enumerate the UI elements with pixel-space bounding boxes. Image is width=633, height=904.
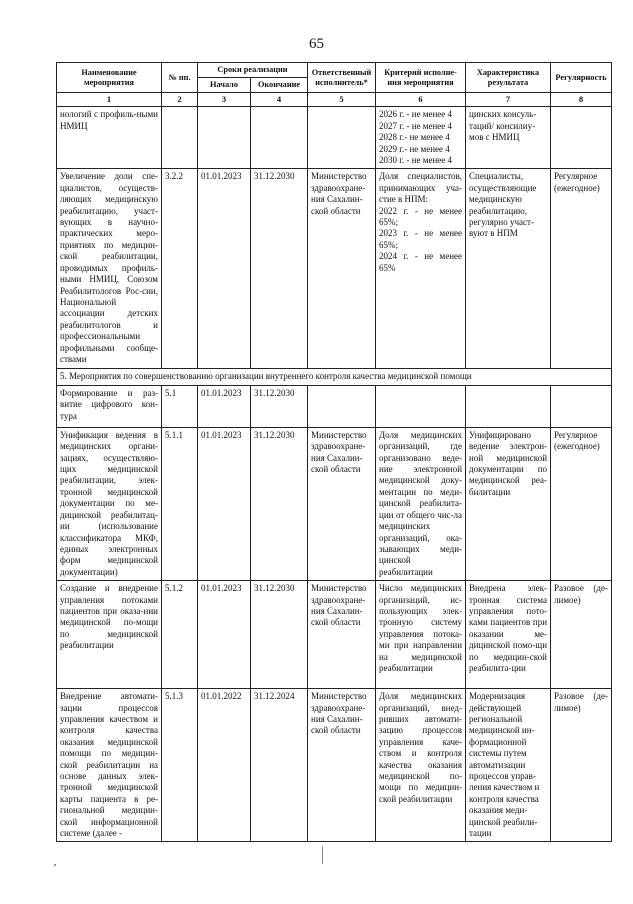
cell-criterion: 2026 г. - не менее 4 2027 г. - не менее 4 2028 г.- не менее 4 2029 г.- не менее 4 2030 г. - не менее 4 bbox=[376, 107, 466, 169]
cell-executor bbox=[308, 385, 376, 427]
section-row bbox=[57, 369, 612, 385]
cell-start bbox=[198, 107, 251, 169]
header-start: Начало bbox=[198, 78, 251, 93]
column-number: 7 bbox=[466, 93, 551, 107]
column-number: 2 bbox=[162, 93, 198, 107]
column-number: 4 bbox=[251, 93, 308, 107]
scan-dot bbox=[54, 864, 56, 866]
cell-num: 5.1 bbox=[162, 385, 198, 427]
header-result: Характеристика результата bbox=[466, 63, 551, 93]
header-regularity: Регулярность bbox=[551, 63, 612, 93]
cell-criterion bbox=[376, 385, 466, 427]
header-criterion: Критерий исполне-ния мероприятия bbox=[376, 63, 466, 93]
cell-start: 01.01.2023 bbox=[198, 169, 251, 369]
column-number: 8 bbox=[551, 93, 612, 107]
cell-end: 31.12.2030 bbox=[251, 581, 308, 689]
cell-result: Специалисты, осуществляющие медицинскую реабилитацию, регулярно участ-вуют в НПМ bbox=[466, 169, 551, 369]
cell-executor: Министерство здравоохране-ния Сахалин-ской области bbox=[308, 581, 376, 689]
page-number: 65 bbox=[309, 36, 324, 52]
header-row bbox=[57, 63, 612, 78]
column-numbers-row bbox=[57, 93, 612, 107]
cell-regularity: Регулярное (ежегодное) bbox=[551, 427, 612, 580]
cell-regularity: Разовое (де-лимое) bbox=[551, 581, 612, 689]
cell-end: 31.12.2030 bbox=[251, 169, 308, 369]
table-row bbox=[57, 385, 612, 427]
cell-start: 01.01.2022 bbox=[198, 689, 251, 842]
cell-result bbox=[466, 385, 551, 427]
table-row bbox=[57, 427, 612, 580]
cell-name: Создание и внедрение управления потоками пациентов при оказа-нии медицинской по-мощи по медицинской реабилитации bbox=[57, 581, 162, 689]
cell-name: Формирование и раз-витие цифрового кон-тура bbox=[57, 385, 162, 427]
cell-num: 5.1.1 bbox=[162, 427, 198, 580]
cell-regularity: Разовое (де-лимое) bbox=[551, 689, 612, 842]
cell-regularity bbox=[551, 385, 612, 427]
cell-criterion: Доля специалистов, принимающих уча-стие в НПМ: 2022 г. - не менее 65%; 2023 г. - не менее 65%; 2024 г. - не менее 65% bbox=[376, 169, 466, 369]
cell-executor: Министерство здравоохране-ния Сахалин-ской области bbox=[308, 427, 376, 580]
table-row bbox=[57, 581, 612, 689]
cell-num: 3.2.2 bbox=[162, 169, 198, 369]
cell-name: Внедрение автомати-зации процессов управления качеством и контроля качества оказания медицинской помощи по медицин-ской реабилитации на основе данных элек-тронной медицинской карты пациента в ре-гиональной медицин-ской информационной системе (далее - bbox=[57, 689, 162, 842]
cell-criterion: Доля медицинских организаций, где организовано веде-ние электронной медицинской доку-ментации по меди-цинской реабилита-ции от общего чис-ла медицинских организаций, ока-зывающих меди-цинской реабилитации bbox=[376, 427, 466, 580]
cell-start: 01.01.2023 bbox=[198, 581, 251, 689]
cell-regularity: Регулярное (ежегодное) bbox=[551, 169, 612, 369]
cell-end bbox=[251, 107, 308, 169]
section-title: 5. Мероприятия по совершенствованию организации внутреннего контроля качества медицинской помощи bbox=[57, 369, 612, 385]
column-number: 6 bbox=[376, 93, 466, 107]
cell-end: 31.12.2030 bbox=[251, 427, 308, 580]
cell-regularity bbox=[551, 107, 612, 169]
header-num: № пп. bbox=[162, 63, 198, 93]
cell-result: цинских консуль-таций/ консилиу-мов с НМИЦ bbox=[466, 107, 551, 169]
cell-result: Унифицировано ведение электрон-ной медицинской документации по медицинской реа-билитации bbox=[466, 427, 551, 580]
cell-name: Унификация ведения в медицинских органи-зациях, осуществляю-щих медицинской реабилитации, элек-тронной медицинской документации по ме-дицинской реабилитац-ии (использование классификатора МКФ, единых электронных форм медицинской документации) bbox=[57, 427, 162, 580]
cell-start: 01.01.2023 bbox=[198, 385, 251, 427]
header-end: Окончание bbox=[251, 78, 308, 93]
column-number: 1 bbox=[57, 93, 162, 107]
column-number: 5 bbox=[308, 93, 376, 107]
header-executor: Ответственный исполнитель* bbox=[308, 63, 376, 93]
cell-start: 01.01.2023 bbox=[198, 427, 251, 580]
cell-criterion: Доля медицинских организаций, внед-ривших автомати-зацию процессов управления каче-ством и контроля качества оказания медицинской по-мощи по медицин-ской реабилитации bbox=[376, 689, 466, 842]
cell-num: 5.1.2 bbox=[162, 581, 198, 689]
table-row bbox=[57, 169, 612, 369]
header-terms: Сроки реализации bbox=[198, 63, 308, 78]
scan-mark bbox=[322, 846, 323, 864]
cell-result: Модернизация действующей региональной медицинской ин-формационной системы путем автоматизации процессов управ-ления качеством и контроля качества оказания меди-цинской реабили-тации bbox=[466, 689, 551, 842]
cell-executor: Министерство здравоохране-ния Сахалин-ской области bbox=[308, 169, 376, 369]
cell-end: 31.12.2024 bbox=[251, 689, 308, 842]
cell-num bbox=[162, 107, 198, 169]
cell-name: Увеличение доли спе-циалистов, осуществ-ляющих медицинскую реабилитацию, участ-вующих в научно-практических меро-приятиях по медицин-ской реабилитации, проводимых профиль-ными НМИЦ, Союзом Реабилитологов Рос-сии, Национальной ассоциации детских реабилитологов и профессиональными профильными сообще-ствами bbox=[57, 169, 162, 369]
cell-name: нологий с профиль-ными НМИЦ bbox=[57, 107, 162, 169]
column-number: 3 bbox=[198, 93, 251, 107]
table-row bbox=[57, 107, 612, 169]
cell-result: Внедрена элек-тронная система управления пото-ками пациентов при оказании ме-дицинской помо-щи по медицин-ской реабилита-ции bbox=[466, 581, 551, 689]
cell-criterion: Число медицинских организаций, ис-пользующих элек-тронную систему управления потока-ми при направлении на медицинской реабилитации bbox=[376, 581, 466, 689]
header-name: Наименование мероприятия bbox=[57, 63, 162, 93]
activities-table bbox=[56, 62, 612, 842]
cell-executor: Министерство здравоохране-ния Сахалин-ской области bbox=[308, 689, 376, 842]
table-row bbox=[57, 689, 612, 842]
cell-num: 5.1.3 bbox=[162, 689, 198, 842]
cell-executor bbox=[308, 107, 376, 169]
cell-end: 31.12.2030 bbox=[251, 385, 308, 427]
